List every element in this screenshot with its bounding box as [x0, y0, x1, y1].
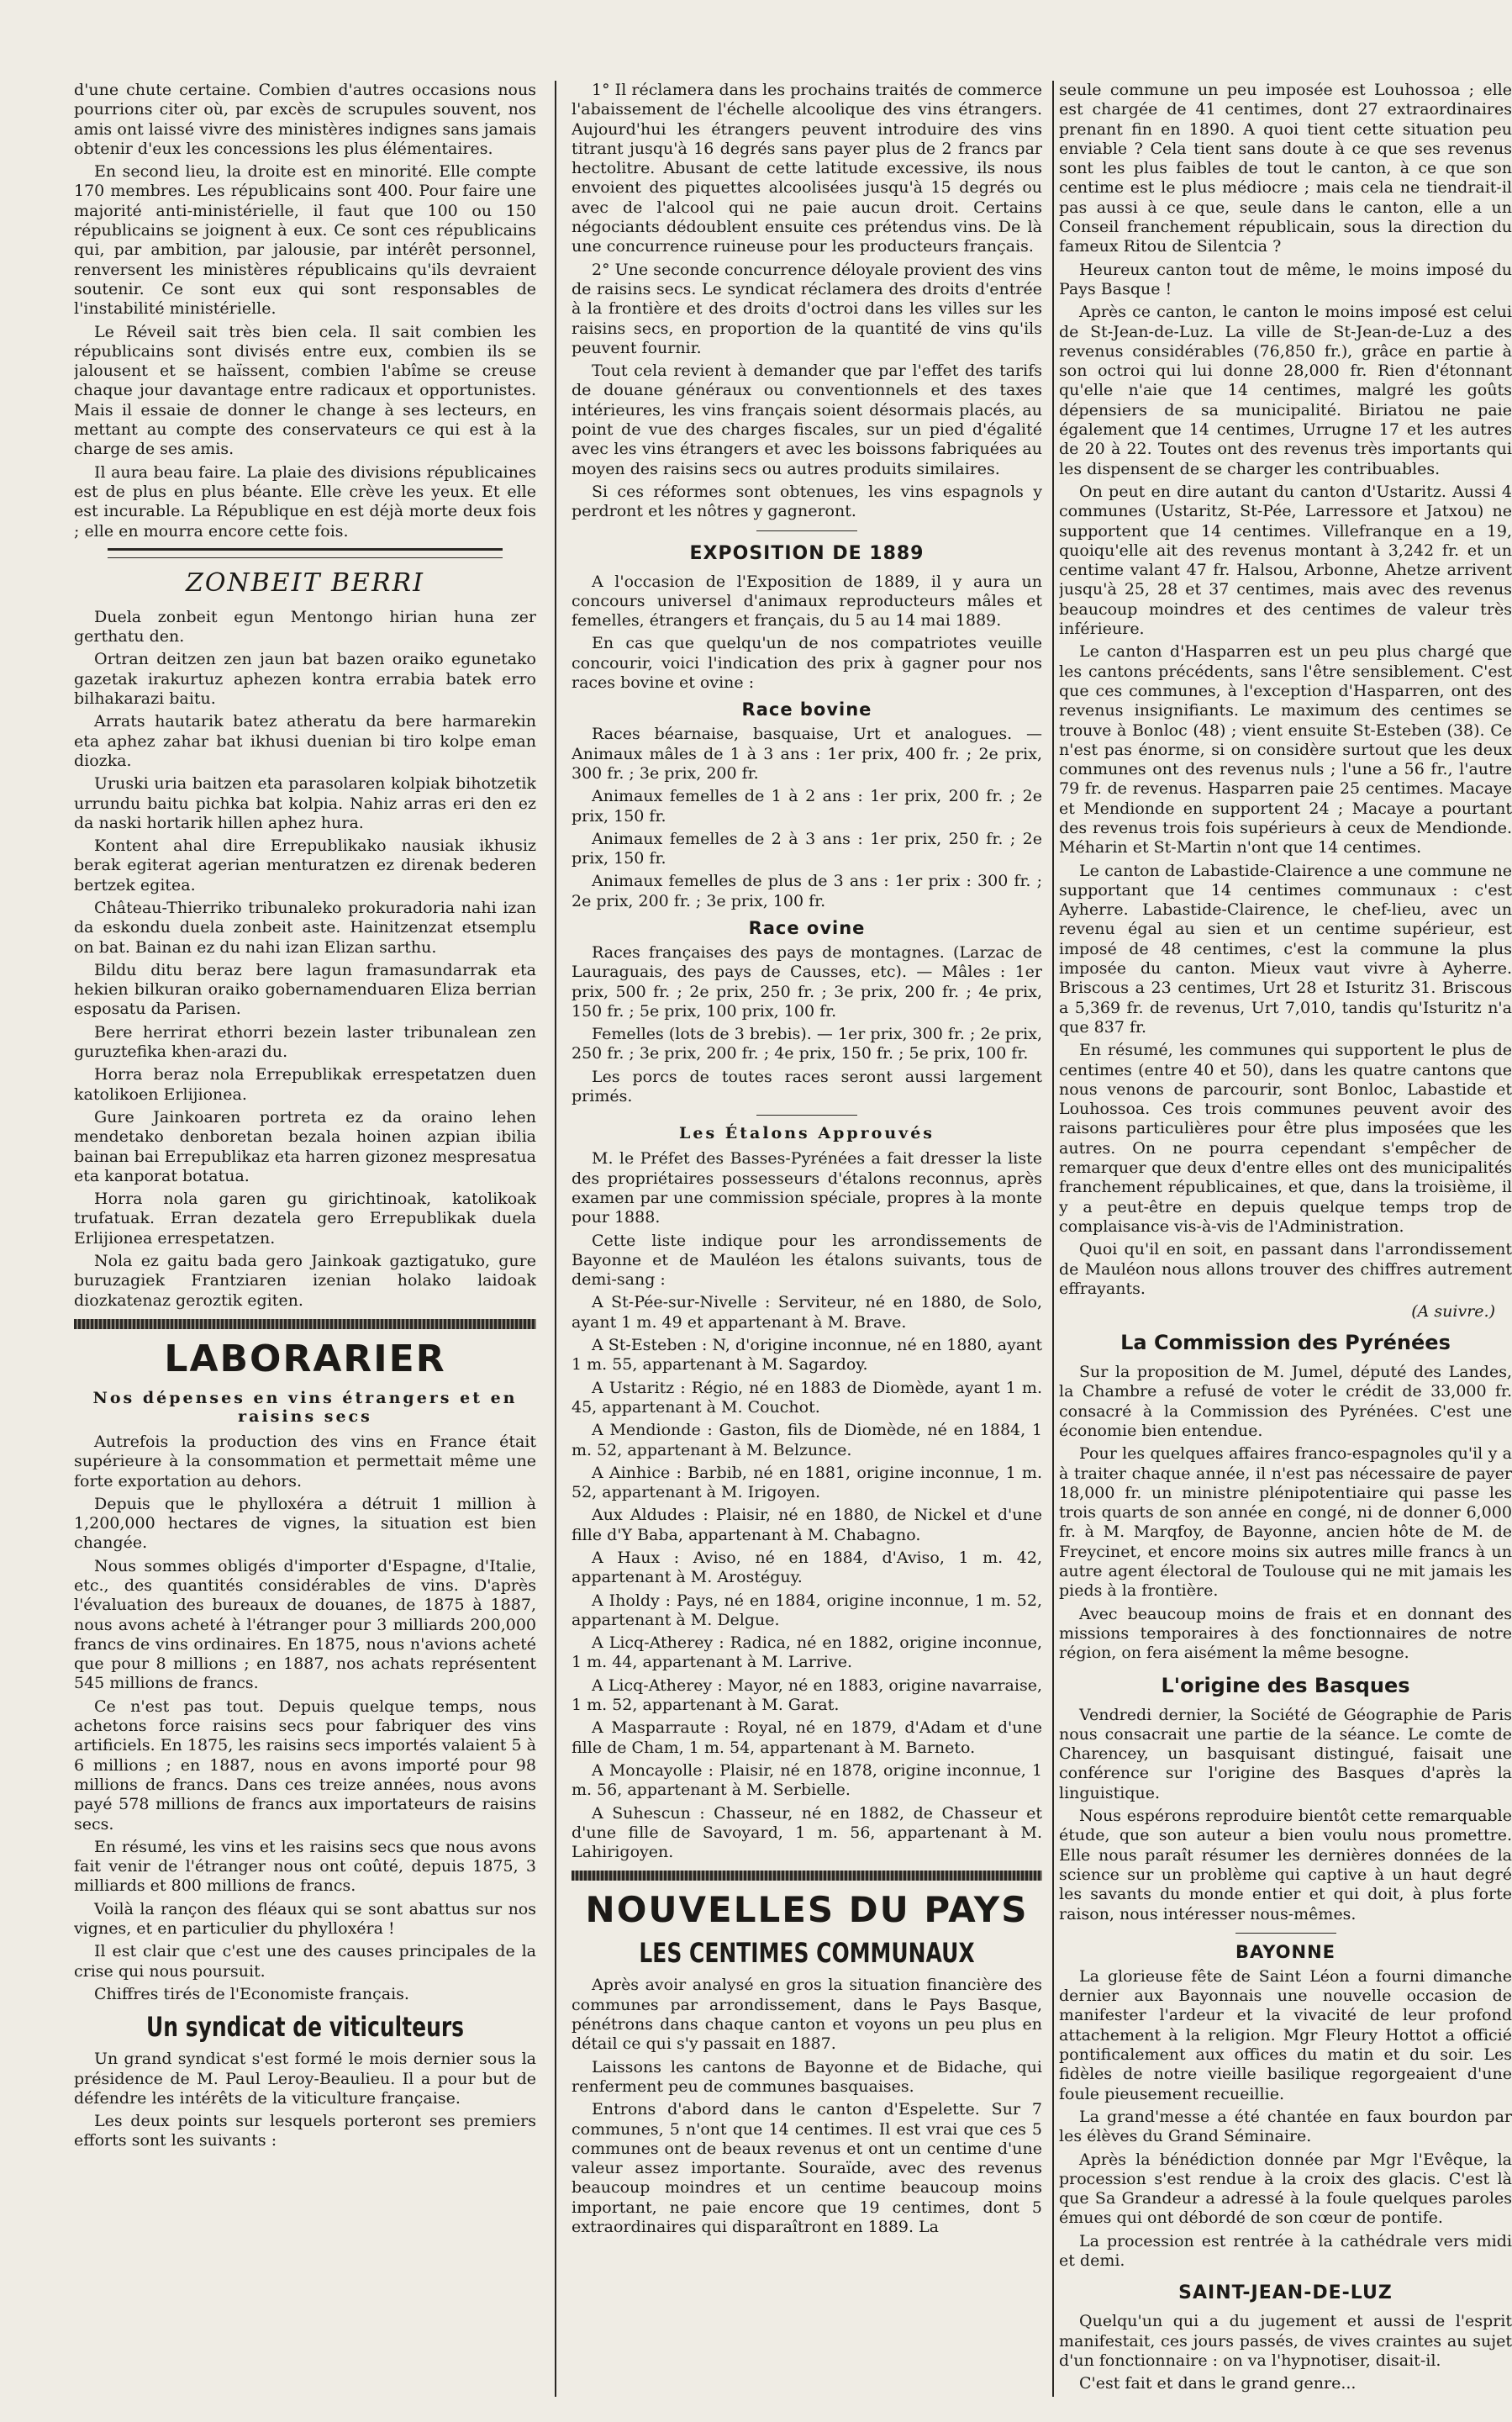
- paragraph: A Moncayolle : Plaisir, né en 1878, origine inconnue, 1 m. 56, appartenant à M. Serbielle.: [572, 1760, 1042, 1800]
- decorative-band: [572, 1871, 1042, 1881]
- paragraph: Quelqu'un qui a du jugement et aussi de l'esprit manifestait, ces jours passés, de vives craintes au sujet d'un fonctionnaire : on va l'hypnotiser, disait-il.: [1059, 2312, 1512, 2370]
- paragraph: Gure Jainkoaren portreta ez da oraino lehen mendetako denboretan bezala hoinen azpian ibilia bainan bai Errepublikaz eta harren gizonez mespresatua eta kanporat botatua.: [74, 1107, 536, 1185]
- paragraph: A Ustaritz : Régio, né en 1883 de Diomède, ayant 1 m. 45, appartenant à M. Couchot.: [572, 1378, 1042, 1417]
- paragraph: Femelles (lots de 3 brebis). — 1er prix, 300 fr. ; 2e prix, 250 fr. ; 3e prix, 200 fr. ; 4e prix, 150 fr. ; 5e prix, 100 fr.: [572, 1025, 1042, 1063]
- paragraph: Nous espérons reproduire bientôt cette remarquable étude, que son auteur a bien voulu nous promettre. Elle nous paraît résumer les dernières données de la science sur un problème qui captive à un haut degré les savants du monde entier et qui doit, à plus forte raison, nous intéresser nous-mêmes.: [1059, 1807, 1512, 1923]
- paragraph: Avec beaucoup moins de frais et en donnant des missions temporaires à des fonctionnaires de notre région, on fera aisément la même besogne.: [1059, 1604, 1512, 1663]
- article-heading-depenses: Nos dépenses en vins étrangers et en raisins secs: [92, 1388, 518, 1426]
- paragraph: Il aura beau faire. La plaie des divisions républicaines est de plus en plus béante. Elle crève les yeux. Et elle est incurable. La République en est déjà morte deux fois ; elle en mourra encore cette fois.: [74, 462, 536, 541]
- paragraph: A Mendionde : Gaston, fils de Diomède, né en 1884, 1 m. 52, appartenant à M. Belzunce.: [572, 1421, 1042, 1459]
- section-heading-nouvelles: NOUVELLES DU PAYS: [585, 1889, 1029, 1931]
- paragraph: Horra nola garen gu girichtinoak, katolikoak trufatuak. Erran dezatela gero Errepublikak duela Erlijionea errespetatzen.: [74, 1190, 536, 1248]
- article-heading-exposition: EXPOSITION DE 1889: [689, 542, 925, 564]
- paragraph: Chiffres tirés de l'Economiste français.: [94, 1984, 409, 2003]
- paragraph: Animaux femelles de 2 à 3 ans : 1er prix, 250 fr. ; 2e prix, 150 fr.: [572, 829, 1042, 868]
- paragraph: La procession est rentrée à la cathédrale vers midi et demi.: [1059, 2231, 1512, 2270]
- paragraph: A Suhescun : Chasseur, né en 1882, de Chasseur et d'une fille de Savoyard, 1 m. 56, appartenant à M. Lahirigoyen.: [572, 1803, 1042, 1862]
- paragraph: Il est clair que c'est une des causes principales de la crise qui nous poursuit.: [74, 1942, 536, 1981]
- paragraph: Si ces réformes sont obtenues, les vins espagnols y perdront et les nôtres y gagneront.: [572, 482, 1042, 521]
- to-be-continued: (A suivre.): [1411, 1302, 1495, 1322]
- divider: [756, 1115, 857, 1116]
- section-heading-laborarier: LABORARIER: [164, 1337, 446, 1380]
- paragraph: M. le Préfet des Basses-Pyrénées a fait dresser la liste des propriétaires possesseurs d'étalons reconnus, après examen par une commission spéciale, propres à la monte pour 1888.: [572, 1149, 1042, 1227]
- paragraph: Entrons d'abord dans le canton d'Espelette. Sur 7 communes, 5 n'ont que 14 centimes. Il est vrai que ces 5 communes ont de beaux revenus et ont un centime d'une valeur assez importante. Souraïde, avec des revenus beaucoup moindres et un centime beaucoup moins important, ne paie encore que 19 centimes, dont 5 extraordinaires qui disparaîtront en 1889. La: [572, 2100, 1042, 2237]
- paragraph: seule commune un peu imposée est Louhossoa ; elle est chargée de 41 centimes, dont 27 extraordinaires prenant fin en 1890. A quoi tient cette situation peu enviable ? Cela tient sans doute à ce que ses revenus sont les plus faibles de tout le canton, à ce que son centime est le plus médiocre ; mais cela ne tiendrait-il pas aussi à ce que, seule dans le canton, elle a un Conseil franchement républicain, sous la direction du fameux Ritou de Silentcia ?: [1059, 81, 1512, 256]
- paragraph: Races françaises des pays de montagnes. (Larzac de Lauraguais, des pays de Causses, etc). — Mâles : 1er prix, 500 fr. ; 2e prix, 250 fr. ; 3e prix, 200 fr. ; 4e prix, 150 fr. ; 5e prix, 100 prix, 100 fr.: [572, 942, 1042, 1021]
- paragraph: Kontent ahal dire Errepublikako nausiak ikhusiz berak egiterat agerian menturatzen ez direnak bederen bertzek egitea.: [74, 836, 536, 894]
- paragraph: C'est fait et dans le grand genre...: [1079, 2374, 1357, 2393]
- paragraph: Sur la proposition de M. Jumel, député des Landes, la Chambre a refusé de voter le crédit de 33,000 fr. consacré à la Commission des Pyrénées. C'est une économie bien entendue.: [1059, 1363, 1512, 1440]
- column-1: [74, 81, 536, 2397]
- paragraph: 1° Il réclamera dans les prochains traités de commerce l'abaissement de l'échelle alcoolique des vins étrangers. Aujourd'hui les étrangers peuvent introduire des vins titrant jusqu'à 16 degrés sans payer plus de 2 francs par hectolitre. Abusant de cette latitude excessive, ils nous envoient des piquettes alcoolisées jusqu'à 15 degrés ou avec de l'alcool qui ne paie aucun droit. Certains négociants dédoublent ensuite ces prétendus vins. De là une concurrence ruineuse pour les producteurs français.: [572, 81, 1042, 256]
- paragraph: Bildu ditu beraz bere lagun framasundarrak eta hekien bilkuran oraiko gobernamenduaren Eliza berrian esposatu da Parisen.: [74, 960, 536, 1019]
- column-rule: [1052, 81, 1054, 2397]
- paragraph: On peut en dire autant du canton d'Ustaritz. Aussi 4 communes (Ustaritz, St-Pée, Larressore et Jatxou) ne supportent que 14 centimes. Villefranque en a 19, quoiqu'elle ait des revenus montant à 3,242 fr. et un centime valant 47 fr. Halsou, Arbonne, Ahetze arrivent jusqu'à 25, 28 et 37 centimes, mais avec des revenus beaucoup moindres et des centimes de valeur très inférieure.: [1059, 482, 1512, 639]
- paragraph: En second lieu, la droite est en minorité. Elle compte 170 membres. Les républicains sont 400. Pour faire une majorité anti-ministérielle, il faut que 100 ou 150 républicains se joignent à eux. Ce sont ces républicains qui, par ambition, par jalousie, par intérêt personnel, renversent les ministères républicains qu'ils devraient soutenir. Ce sont eux qui sont responsables de l'instabilité ministérielle.: [74, 162, 536, 319]
- paragraph: Le Réveil sait très bien cela. Il sait combien les républicains sont divisés entre eux, combien ils se jalousent et se haïssent, combien l'abîme se creuse chaque jour davantage entre radicaux et opportunistes. Mais il essaie de donner le change à ses lecteurs, en mettant au compte des conservateurs ce qui est à la charge de ses amis.: [74, 322, 536, 459]
- paragraph: Après ce canton, le canton le moins imposé est celui de St-Jean-de-Luz. La ville de St-Jean-de-Luz a des revenus considérables (76,850 fr.), grâce en partie à son octroi qui lui donne 28,000 fr. Rien d'étonnant qu'elle n'aie que 14 centimes, malgré les goûts dépensiers de sa municipalité. Biriatou ne paie également que 14 centimes, Urrugne 17 et les autres de 20 à 22. Toutes ont des revenus très importants qui les dispensent de se charger les contribuables.: [1059, 303, 1512, 478]
- article-heading-saint-jean-de-luz: SAINT-JEAN-DE-LUZ: [1178, 2282, 1393, 2304]
- paragraph: d'une chute certaine. Combien d'autres occasions nous pourrions citer où, par excès de scrupules souvent, nos amis ont laissé vivre des ministères indignes sans jamais obtenir d'eux les concessions les plus élémentaires.: [74, 81, 536, 158]
- paragraph: Animaux femelles de plus de 3 ans : 1er prix : 300 fr. ; 2e prix, 200 fr. ; 3e prix, 100 fr.: [572, 872, 1042, 910]
- subheading-race-bovine: Race bovine: [741, 699, 872, 720]
- article-heading-etalons: Les Étalons Approuvés: [679, 1124, 935, 1143]
- paragraph: Les deux points sur lesquels porteront ses premiers efforts sont les suivants :: [74, 2112, 536, 2150]
- article-heading-origine: L'origine des Basques: [1161, 1673, 1410, 1697]
- paragraph: Races béarnaise, basquaise, Urt et analogues. — Animaux mâles de 1 à 3 ans : 1er prix, 400 fr. ; 2e prix, 300 fr. ; 3e prix, 200 fr.: [572, 725, 1042, 783]
- paragraph: Vendredi dernier, la Société de Géographie de Paris nous consacrait une partie de la séance. Le comte de Charencey, un basquisant distingué, faisait une conférence sur l'origine des Basques d'après la linguistique.: [1059, 1705, 1512, 1802]
- paragraph: Heureux canton tout de même, le moins imposé du Pays Basque !: [1059, 260, 1512, 298]
- paragraph: Quoi qu'il en soit, en passant dans l'arrondissement de Mauléon nous allons trouver des chiffres autrement effrayants.: [1059, 1240, 1512, 1298]
- paragraph: A Ainhice : Barbib, né en 1881, origine inconnue, 1 m. 52, appartenant à M. Irigoyen.: [572, 1463, 1042, 1502]
- paragraph: A Licq-Atherey : Radica, né en 1882, origine inconnue, 1 m. 44, appartenant à M. Larrive.: [572, 1633, 1042, 1672]
- paragraph: 2° Une seconde concurrence déloyale provient des vins de raisins secs. Le syndicat réclamera des droits d'entrée à la frontière et des droits d'octroi dans les villes sur les raisins secs, en proportion de la quantité de vins qu'ils peuvent fournir.: [572, 260, 1042, 357]
- paragraph: Le canton d'Hasparren est un peu plus chargé que les cantons précédents, sans l'être sensiblement. C'est que ces communes, à l'exception d'Hasparren, ont des revenus insignifiants. Le maximum des centimes se trouve à Bonloc (48) ; vient ensuite St-Esteben (38). Ce n'est pas énorme, si on considère surtout que les deux communes ont des revenus nuls ; l'une a 56 fr., l'autre 79 fr. de revenus. Hasparren paie 25 centimes. Macaye et Mendionde en supportent 24 ; Macaye a pourtant des revenus trois fois supérieurs à ceux de Mendionde. Méharin et St-Martin n'ont que 14 centimes.: [1059, 642, 1512, 857]
- paragraph: Horra beraz nola Errepublikak errespetatzen duen katolikoen Erlijionea.: [74, 1065, 536, 1104]
- paragraph: La grand'messe a été chantée en faux bourdon par les élèves du Grand Séminaire.: [1059, 2107, 1512, 2146]
- subheading-race-ovine: Race ovine: [748, 917, 866, 938]
- paragraph: La glorieuse fête de Saint Léon a fourni dimanche dernier aux Bayonnais une nouvelle occasion de manifester l'ardeur et la vivacité de leur profond attachement à la religion. Mgr Fleury Hottot a officié pontificalement aux offices du matin et du soir. Les fidèles de notre vieille basilique regorgeaient d'une foule pieusement recueillie.: [1059, 1966, 1512, 2103]
- paragraph: Ortran deitzen zen jaun bat bazen oraiko egunetako gazetak irakurtuz aphezen kontra errabia batek erro bilhakarazi baitu.: [74, 650, 536, 709]
- column-rule: [555, 81, 556, 2397]
- paragraph: Après avoir analysé en gros la situation financière des communes par arrondissement, dans le Pays Basque, pénétrons dans chaque canton et voyons un peu plus en détail ce qui s'y passait en 1887.: [572, 1976, 1042, 2054]
- paragraph: Un grand syndicat s'est formé le mois dernier sous la présidence de M. Paul Leroy-Beaulieu. Il a pour but de défendre les intérêts de la viticulture française.: [74, 2050, 536, 2108]
- paragraph: Duela zonbeit egun Mentongo hirian huna zer gerthatu den.: [74, 607, 536, 646]
- paragraph: Uruski uria baitzen eta parasolaren kolpiak bihotzetik urrundu baitu pichka bat kolpia. Nahiz arras eri den ez da naski hortarik hillen aphez hura.: [74, 774, 536, 832]
- article-heading-commission: La Commission des Pyrénées: [1120, 1331, 1451, 1355]
- section-heading-zonbeit-berri: ZONBEIT BERRI: [185, 567, 424, 598]
- paragraph: A Licq-Atherey : Mayor, né en 1883, origine navarraise, 1 m. 52, appartenant à M. Garat.: [572, 1675, 1042, 1715]
- paragraph: A Iholdy : Pays, né en 1884, origine inconnue, 1 m. 52, appartenant à M. Delgue.: [572, 1591, 1042, 1629]
- decorative-band: [74, 1319, 536, 1329]
- paragraph: En résumé, les vins et les raisins secs que nous avons fait venir de l'étranger nous ont coûté, depuis 1875, 3 milliards et 800 millions de francs.: [74, 1837, 536, 1896]
- divider: [1235, 1933, 1336, 1934]
- paragraph: Les porcs de toutes races seront aussi largement primés.: [572, 1067, 1042, 1106]
- paragraph: A St-Pée-sur-Nivelle : Serviteur, né en 1880, de Solo, ayant 1 m. 49 et appartenant à M. Brave.: [572, 1293, 1042, 1332]
- paragraph: Après la bénédiction donnée par Mgr l'Evêque, la procession s'est rendue à la croix des glacis. C'est là que Sa Grandeur a adressé à la foule quelques paroles émues qui ont débordé de son cœur de pontife.: [1059, 2150, 1512, 2228]
- paragraph: Pour les quelques affaires franco-espagnoles qu'il y a à traiter chaque année, il n'est pas nécessaire de payer 18,000 fr. un ministre plénipotentiaire qui passe les trois quarts de son année en congé, ni de donner 6,000 fr. à M. Marqfoy, de Bayonne, ancien hôte de M. de Freycinet, et encore moins six autres mille francs à un autre agent électoral de Toulouse qui ne mit jamais les pieds à la frontière.: [1059, 1444, 1512, 1601]
- ornamental-rule: [108, 548, 503, 558]
- paragraph: Arrats hautarik batez atheratu da bere harmarekin eta aphez zahar bat ikhusi duenian bi tiro kolpe eman diozka.: [74, 712, 536, 770]
- article-heading-syndicat: Un syndicat de viticulteurs: [145, 2011, 465, 2044]
- paragraph: Autrefois la production des vins en France était supérieure à la consommation et permettait même une forte exportation au dehors.: [74, 1432, 536, 1491]
- paragraph: Depuis que le phylloxéra a détruit 1 million à 1,200,000 hectares de vignes, la situation est bien changée.: [74, 1494, 536, 1553]
- paragraph: Château-Thierriko tribunaleko prokuradoria nahi izan da eskondu duela zonbeit aste. Hainitzenzat etsemplu on bat. Bainan ez du nahi izan Elizan sarthu.: [74, 898, 536, 957]
- article-heading-bayonne: BAYONNE: [1235, 1941, 1336, 1962]
- paragraph: Animaux femelles de 1 à 2 ans : 1er prix, 200 fr. ; 2e prix, 150 fr.: [572, 787, 1042, 826]
- paragraph: Nola ez gaitu bada gero Jainkoak gaztigatuko, gure buruzagiek Frantziaren izenian holako laidoak diozkatenaz geroztik egiten.: [74, 1252, 536, 1310]
- paragraph: En cas que quelqu'un de nos compatriotes veuille concourir, voici l'indication des prix à gagner pour nos races bovine et ovine :: [572, 634, 1042, 693]
- column-2: [572, 81, 1042, 2397]
- paragraph: A l'occasion de l'Exposition de 1889, il y aura un concours universel d'animaux reproducteurs mâles et femelles, étrangers et français, du 5 au 14 mai 1889.: [572, 572, 1042, 631]
- paragraph: Le canton de Labastide-Clairence a une commune ne supportant que 14 centimes communaux : c'est Ayherre. Labastide-Clairence, le chef-lieu, avec un revenu égal au sien et un centime supérieur, est imposé de 48 centimes, c'est la commune la plus imposée du canton. Mieux vaut vivre à Ayherre. Briscous a 23 centimes, Urt 28 et Isturitz 31. Briscous a 5,369 fr. de revenus, Urt 7,010, tandis qu'Isturitz n'a que 837 fr.: [1059, 861, 1512, 1037]
- paragraph: Bere herrirat ethorri bezein laster tribunalean zen guruztefika khen-arazi du.: [74, 1022, 536, 1062]
- paragraph: Ce n'est pas tout. Depuis quelque temps, nous achetons force raisins secs pour fabriquer des vins artificiels. En 1875, les raisins secs importés valaient 5 à 6 millions ; en 1887, nous en avons importé pour 98 millions de francs. Dans ces treize années, nous avons payé 578 millions de francs aux importateurs de raisins secs.: [74, 1696, 536, 1834]
- paragraph: Cette liste indique pour les arrondissements de Bayonne et de Mauléon les étalons suivants, tous de demi-sang :: [572, 1231, 1042, 1290]
- article-heading-centimes: LES CENTIMES COMMUNAUX: [639, 1937, 975, 1970]
- paragraph: Laissons les cantons de Bayonne et de Bidache, qui renferment peu de communes basquaises.: [572, 2057, 1042, 2096]
- paragraph: A St-Esteben : N, d'origine inconnue, né en 1880, ayant 1 m. 55, appartenant à M. Sagardoy.: [572, 1336, 1042, 1375]
- paragraph: Nous sommes obligés d'importer d'Espagne, d'Italie, etc., des quantités considérables de vins. D'après l'évaluation des bureaux de douanes, de 1875 à 1887, nous avons acheté à l'étranger pour 3 milliards 200,000 francs de vins ordinaires. En 1875, nous n'avions acheté que pour 8 millions ; en 1887, nos achats représentent 545 millions de francs.: [74, 1556, 536, 1693]
- paragraph: Aux Aldudes : Plaisir, né en 1880, de Nickel et d'une fille d'Y Baba, appartenant à M. Chabagno.: [572, 1506, 1042, 1544]
- paragraph: Voilà la rançon des fléaux qui se sont abattus sur nos vignes, et en particulier du phylloxéra !: [74, 1899, 536, 1939]
- divider: [756, 530, 857, 531]
- paragraph: Tout cela revient à demander que par l'effet des tarifs de douane généraux ou conventionnels et des taxes intérieures, les vins français soient désormais placés, au point de vue des charges fiscales, sur un pied d'égalité avec les vins étrangers et avec les boissons fabriquées au moyen des raisins secs ou autres produits similaires.: [572, 361, 1042, 478]
- column-3: [1059, 81, 1512, 2397]
- paragraph: En résumé, les communes qui supportent le plus de centimes (entre 40 et 50), dans les quatre cantons que nous venons de parcourir, sont Bonloc, Labastide et Louhossoa. Ces trois communes peuvent avoir des raisons particulières pour être plus imposées que les autres. On ne pourra cependant s'empêcher de remarquer que deux d'entre elles ont des municipalités franchement républicaines, et que, dans la troisième, il y a peut-être en depuis quelque temps trop de complaisance vis-à-vis de l'Administration.: [1059, 1041, 1512, 1236]
- paragraph: A Masparraute : Royal, né en 1879, d'Adam et d'une fille de Cham, 1 m. 54, appartenant à M. Barneto.: [572, 1718, 1042, 1757]
- paragraph: A Haux : Aviso, né en 1884, d'Aviso, 1 m. 42, appartenant à M. Arostéguy.: [572, 1549, 1042, 1587]
